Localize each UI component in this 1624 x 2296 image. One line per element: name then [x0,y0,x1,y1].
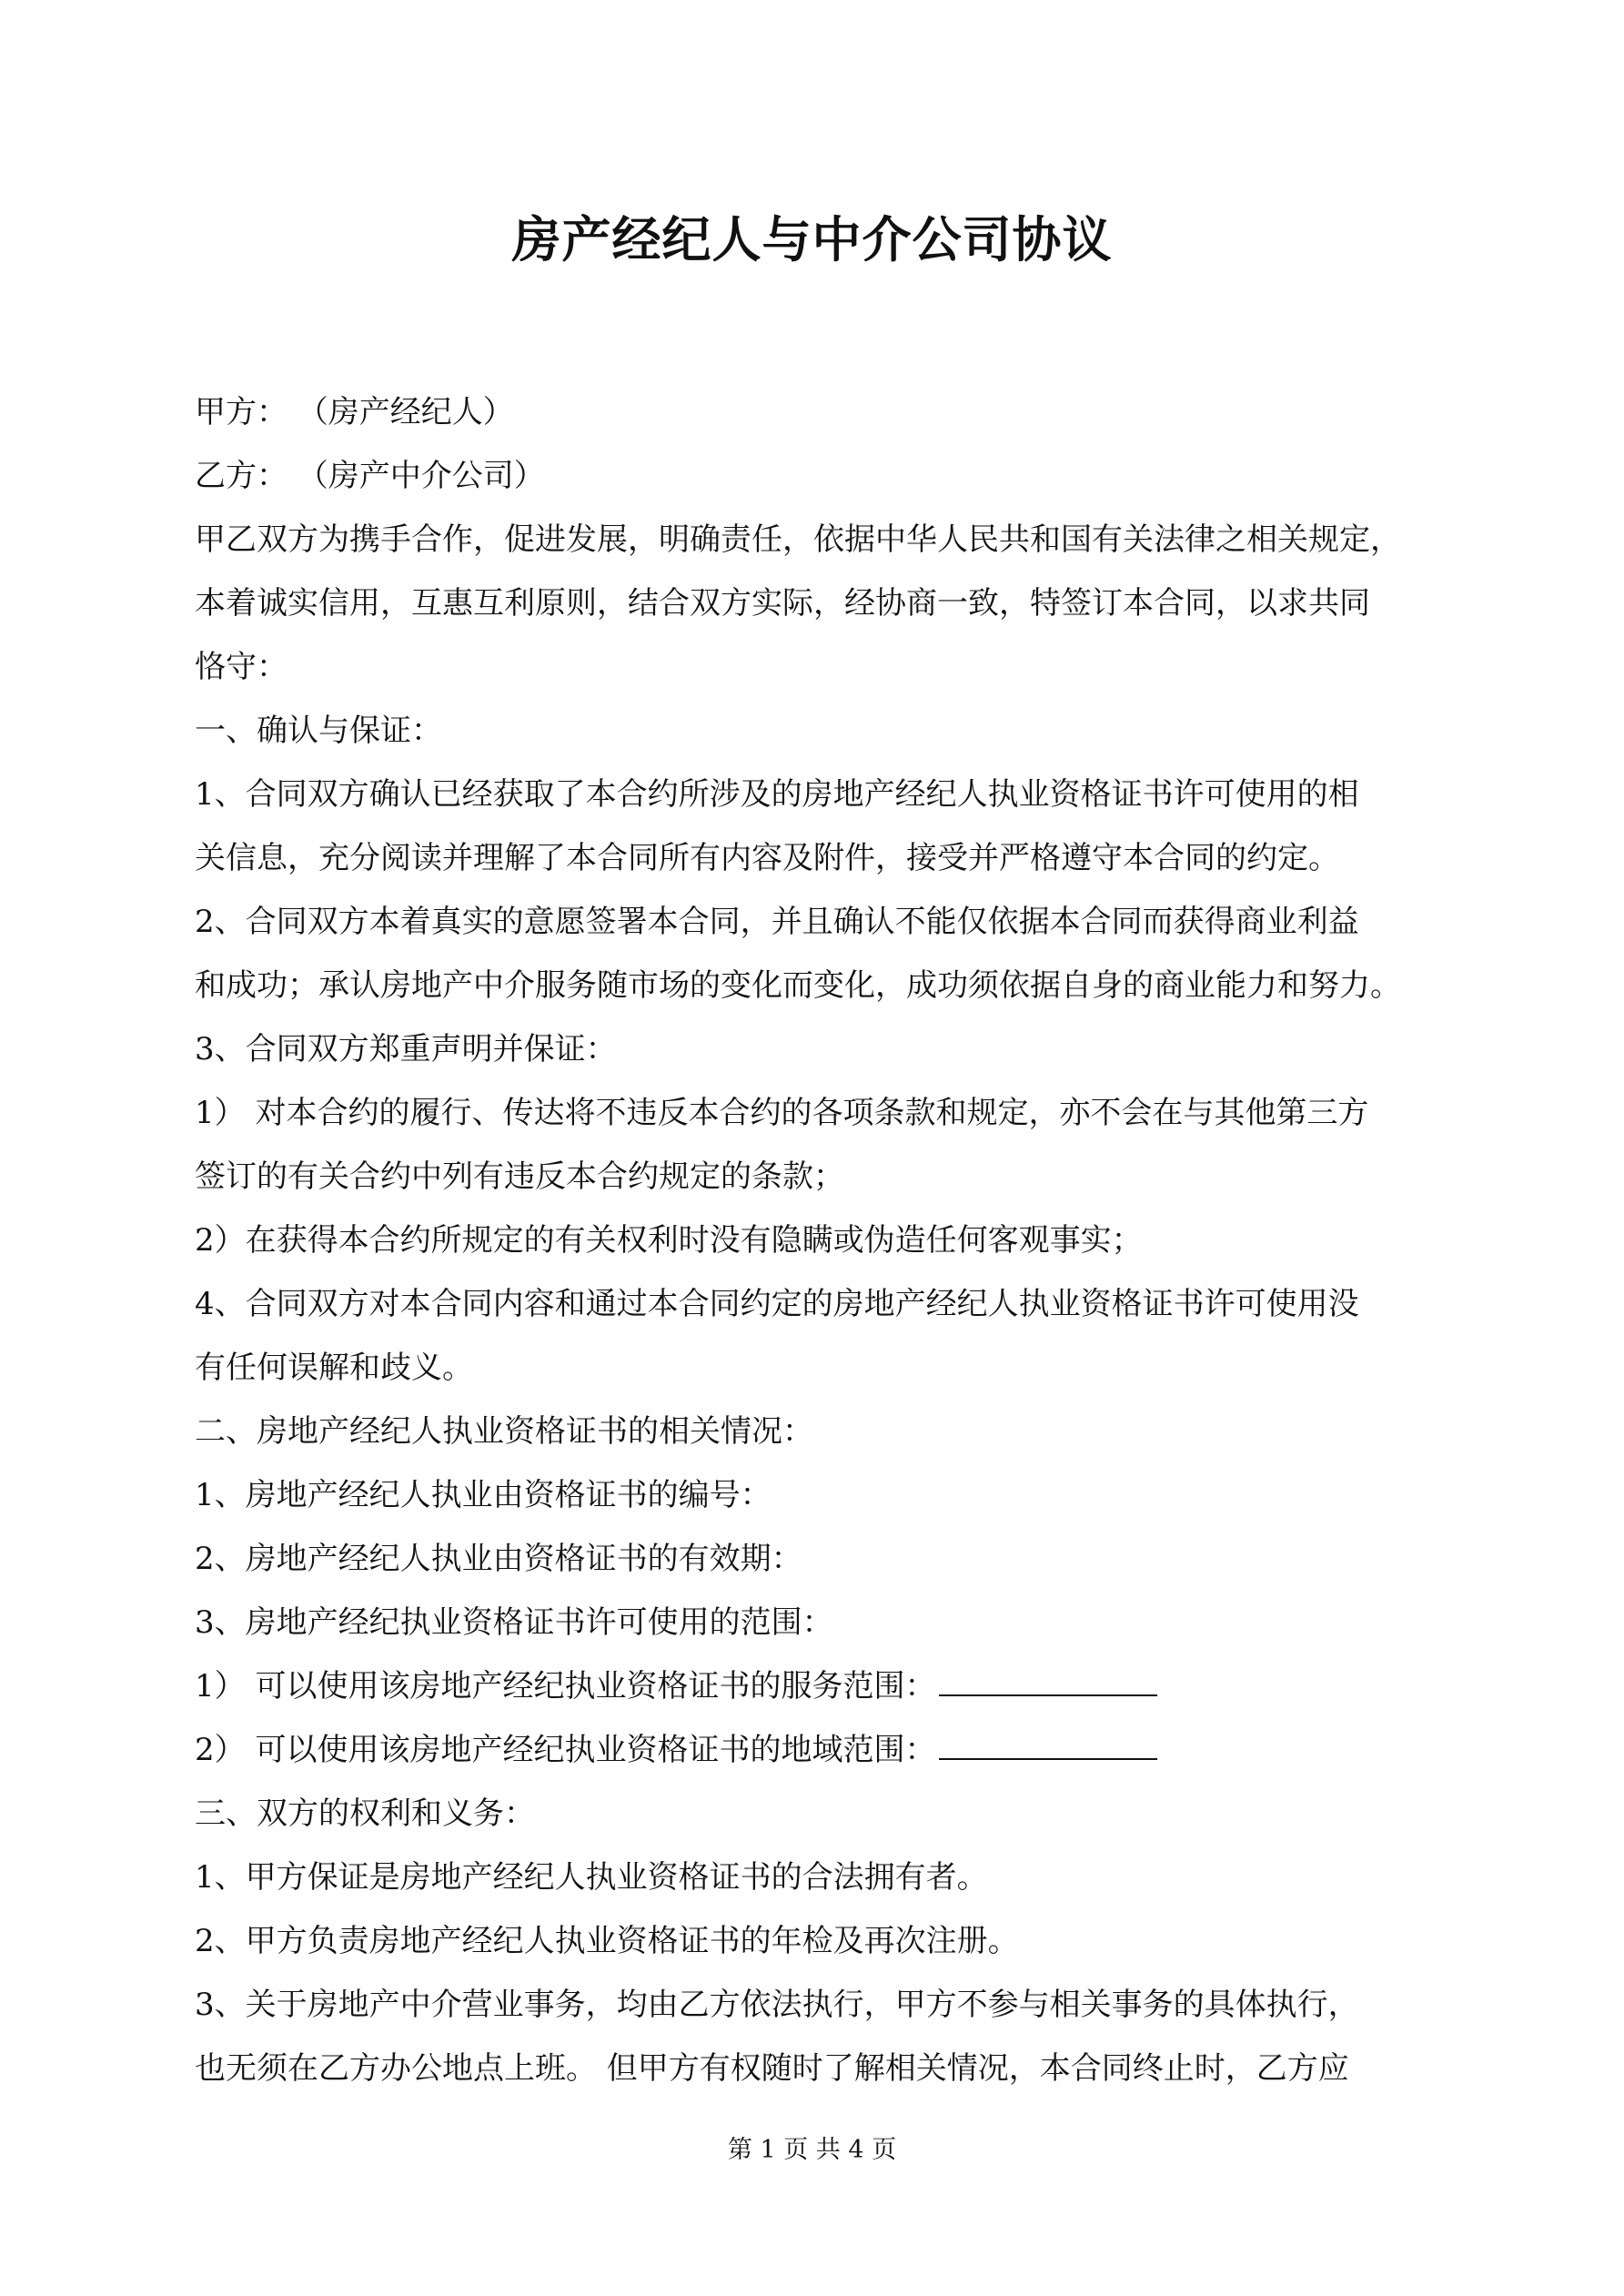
preamble-line: 本着诚实信用，互惠互利原则，结合双方实际，经协商一致，特签订本合同，以求共同 [195,585,1370,622]
service-scope-blank[interactable] [939,1662,1157,1696]
clause-line: 签订的有关合约中列有违反本合约规定的条款； [195,1158,844,1195]
page-footer: 第 1 页 共 4 页 [727,2136,897,2164]
service-scope-label: 1） 可以使用该房地产经纪执业资格证书的服务范围： [195,1668,936,1704]
clause-line: 1） 对本合约的履行、传达将不违反本合约的各项条款和规定，亦不会在与其他第三方 [195,1095,1369,1131]
clause-line: 也无须在乙方办公地点上班。 但甲方有权随时了解相关情况，本合同终止时，乙方应 [195,2050,1349,2087]
party-a-line: 甲方： （房产经纪人） [195,394,514,430]
section-heading: 一、确认与保证： [195,713,442,749]
document-title: 房产经纪人与中介公司协议 [511,210,1113,268]
clause-line: 和成功；承认房地产中介服务随市场的变化而变化，成功须依据自身的商业能力和努力。 [195,967,1401,1004]
clause-line: 2、房地产经纪人执业由资格证书的有效期： [195,1541,802,1577]
clause-line: 1、合同双方确认已经获取了本合约所涉及的房地产经纪人执业资格证书许可使用的相 [195,776,1359,813]
party-b-line: 乙方： （房产中介公司） [195,458,545,494]
region-scope-line [195,1718,1441,1782]
service-scope-line [195,1654,1441,1718]
clause-line: 3、关于房地产中介营业事务，均由乙方依法执行，甲方不参与相关事务的具体执行， [195,1987,1359,2023]
clause-line: 关信息，充分阅读并理解了本合同所有内容及附件，接受并严格遵守本合同的约定。 [195,840,1339,876]
section-heading: 三、双方的权利和义务： [195,1795,535,1832]
clause-line: 2）在获得本合约所规定的有关权利时没有隐瞒或伪造任何客观事实； [195,1222,1143,1259]
clause-line: 1、甲方保证是房地产经纪人执业资格证书的合法拥有者。 [195,1859,988,1896]
clause-line: 有任何误解和歧义。 [195,1350,473,1386]
region-scope-label: 2） 可以使用该房地产经纪执业资格证书的地域范围： [195,1732,936,1768]
clause-line: 3、房地产经纪执业资格证书许可使用的范围： [195,1604,833,1641]
clause-line: 1、房地产经纪人执业由资格证书的编号： [195,1477,772,1513]
region-scope-blank[interactable] [939,1725,1157,1760]
preamble-line: 甲乙双方为携手合作，促进发展，明确责任，依据中华人民共和国有关法律之相关规定， [195,521,1401,558]
clause-line: 2、甲方负责房地产经纪人执业资格证书的年检及再次注册。 [195,1923,1019,1959]
preamble-line: 恪守： [195,649,287,685]
section-heading: 二、房地产经纪人执业资格证书的相关情况： [195,1413,813,1450]
document-body [195,380,1441,2100]
clause-line: 3、合同双方郑重声明并保证： [195,1031,617,1067]
clause-line: 2、合同双方本着真实的意愿签署本合同，并且确认不能仅依据本合同而获得商业利益 [195,904,1359,940]
clause-line: 4、合同双方对本合同内容和通过本合同约定的房地产经纪人执业资格证书许可使用没 [195,1286,1359,1322]
